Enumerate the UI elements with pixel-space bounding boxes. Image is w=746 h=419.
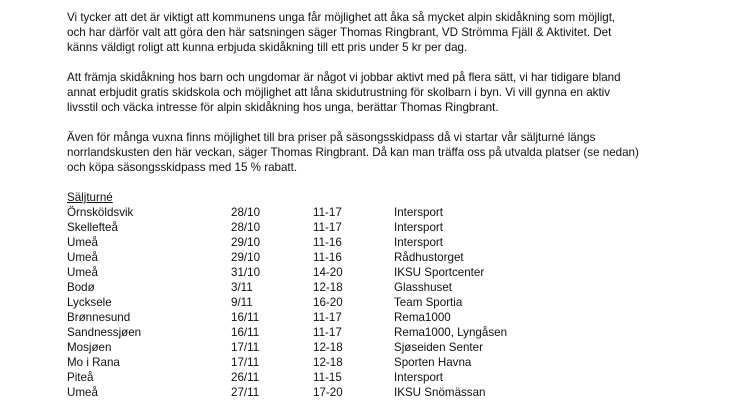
table-row (67, 220, 739, 235)
table-row (67, 205, 739, 220)
table-row (67, 250, 739, 265)
cell-place: Sporten Havna (394, 356, 472, 369)
cell-city: Bodø (67, 281, 95, 294)
cell-place: Intersport (394, 221, 443, 234)
table-row (67, 385, 739, 400)
paragraph-line: Att främja skidåkning hos barn och ungdomar är något vi jobbar aktivt med på flera sätt, vi har tidigare bland (67, 71, 621, 84)
tour-schedule-table (67, 205, 739, 400)
cell-place: Intersport (394, 206, 443, 219)
cell-date: 9/11 (231, 296, 253, 309)
cell-city: Mo i Rana (67, 356, 120, 369)
cell-time: 11-17 (313, 326, 342, 339)
paragraph-line: känns väldigt roligt att kunna erbjuda skidåkning till ett pris under 5 kr per dag. (67, 41, 468, 54)
paragraph-line: och köpa säsongsskidpass med 15 % rabatt. (67, 161, 298, 174)
paragraph-line: och har därför valt att göra den här satsningen säger Thomas Ringbrant, VD Strömma Fjäll & Aktivitet. Det (67, 26, 612, 39)
cell-city: Brønnesund (67, 311, 131, 324)
cell-place: IKSU Sportcenter (394, 266, 485, 279)
cell-city: Umeå (67, 236, 98, 249)
cell-time: 11-17 (313, 206, 342, 219)
cell-place: Sjøseiden Senter (394, 341, 483, 354)
paragraph-line: Även för många vuxna finns möjlighet till bra priser på säsongsskidpass då vi startar vår säljturné längs (67, 131, 596, 144)
cell-date: 27/11 (231, 386, 260, 399)
cell-time: 11-16 (313, 251, 342, 264)
cell-date: 28/10 (231, 206, 261, 219)
table-row (67, 355, 739, 370)
cell-time: 11-17 (313, 311, 342, 324)
cell-date: 28/10 (231, 221, 261, 234)
paragraph-line: norrlandskusten den här veckan, säger Thomas Ringbrant. Då kan man träffa oss på utvalda platser (se nedan) (67, 146, 639, 159)
cell-city: Lycksele (67, 296, 112, 309)
cell-time: 12-18 (313, 341, 343, 354)
cell-city: Skellefteå (67, 221, 118, 234)
table-row (67, 340, 739, 355)
cell-city: Piteå (67, 371, 94, 384)
paragraph-line: Vi tycker att det är viktigt att kommunens unga får möjlighet att åka så mycket alpin skidåkning som möjligt, (67, 11, 616, 24)
cell-city: Umeå (67, 386, 98, 399)
cell-city: Örnsköldsvik (67, 206, 134, 219)
cell-place: Intersport (394, 371, 443, 384)
intro-paragraph (67, 10, 739, 55)
cell-place: Team Sportia (394, 296, 463, 309)
cell-time: 12-18 (313, 281, 343, 294)
adults-paragraph (67, 130, 739, 175)
cell-time: 11-16 (313, 236, 342, 249)
cell-city: Umeå (67, 251, 98, 264)
cell-time: 12-18 (313, 356, 343, 369)
table-row (67, 325, 739, 340)
cell-date: 29/10 (231, 251, 261, 264)
cell-date: 16/11 (231, 311, 260, 324)
paragraph-line: livsstil och väcka intresse för alpin skidåkning hos unga, berättar Thomas Ringbrant. (67, 101, 499, 114)
tour-heading: Säljturné (67, 191, 113, 204)
table-row (67, 265, 739, 280)
cell-date: 29/10 (231, 236, 261, 249)
cell-city: Sandnessjøen (67, 326, 142, 339)
cell-time: 14-20 (313, 266, 343, 279)
cell-place: Glasshuset (394, 281, 452, 294)
cell-city: Mosjøen (67, 341, 112, 354)
document-page (67, 10, 739, 400)
cell-place: Rema1000, Lyngåsen (394, 326, 508, 339)
table-row (67, 370, 739, 385)
paragraph-line: annat erbjudit gratis skidskola och möjlighet att låna skidutrustning för skolbarn i byn. Vi vill gynna en aktiv (67, 86, 611, 99)
cell-place: Rema1000 (394, 311, 451, 324)
cell-place: IKSU Snömässan (394, 386, 486, 399)
cell-place: Intersport (394, 236, 443, 249)
cell-time: 11-15 (313, 371, 342, 384)
cell-time: 17-20 (313, 386, 343, 399)
cell-place: Rådhustorget (394, 251, 464, 264)
cell-date: 31/10 (231, 266, 261, 279)
table-row (67, 280, 739, 295)
youth-paragraph (67, 70, 739, 115)
cell-city: Umeå (67, 266, 98, 279)
cell-date: 17/11 (231, 341, 260, 354)
table-row (67, 310, 739, 325)
cell-time: 11-17 (313, 221, 342, 234)
table-row (67, 235, 739, 250)
cell-date: 3/11 (231, 281, 253, 294)
cell-date: 16/11 (231, 326, 260, 339)
cell-date: 17/11 (231, 356, 260, 369)
table-row (67, 295, 739, 310)
cell-time: 16-20 (313, 296, 343, 309)
cell-date: 26/11 (231, 371, 260, 384)
